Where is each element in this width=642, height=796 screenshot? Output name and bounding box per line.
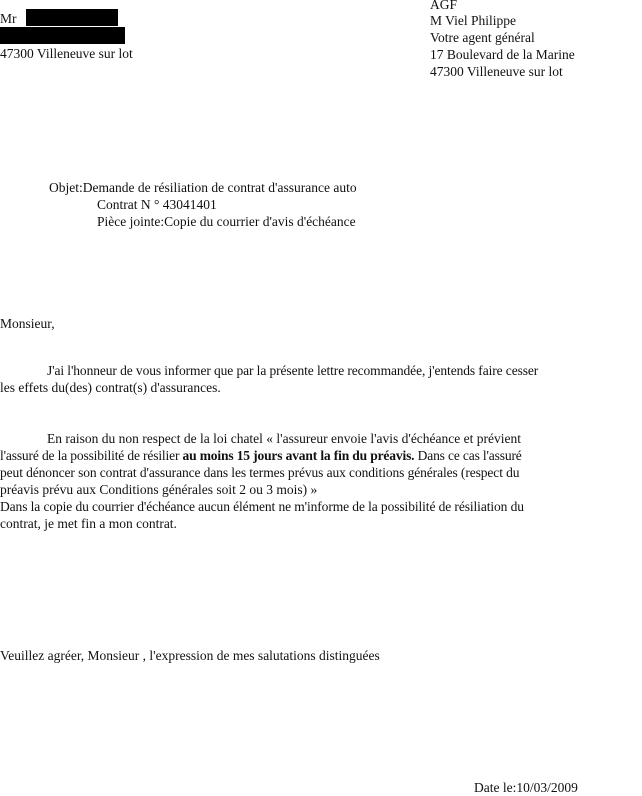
sender-city: 47300 Villeneuve sur lot	[0, 46, 133, 61]
paragraph-2-line-6: contrat, je met fin a mon contrat.	[0, 516, 177, 531]
paragraph-1-line-1: J'ai l'honneur de vous informer que par la présente lettre recommandée, j'entends faire cesser	[47, 363, 539, 378]
salutation: Monsieur,	[0, 316, 55, 331]
subject-object-label: Objet:	[49, 180, 83, 195]
paragraph-2-line-1: En raison du non respect de la loi chatel « l'assureur envoie l'avis d'échéance et prévient	[47, 431, 521, 446]
paragraph-2-line-4: préavis prévu aux Conditions générales soit 2 ou 3 mois) »	[0, 482, 318, 497]
subject-object-text: Demande de résiliation de contrat d'assurance auto	[82, 180, 357, 195]
paragraph-2-bold-notice: au moins 15 jours avant la fin du préavis.	[182, 448, 415, 463]
redacted-address	[0, 27, 125, 44]
recipient-line-role: Votre agent général	[430, 30, 535, 45]
recipient-line-name: M Viel Philippe	[430, 13, 516, 28]
redacted-name	[26, 9, 118, 26]
recipient-line-city: 47300 Villeneuve sur lot	[430, 64, 563, 79]
subject-attachment-text: Copie du courrier d'avis d'échéance	[164, 214, 356, 229]
paragraph-1-line-2: les effets du(des) contrat(s) d'assurances.	[0, 380, 221, 395]
recipient-line-street: 17 Boulevard de la Marine	[430, 47, 575, 62]
date-label: Date le:	[474, 780, 517, 795]
paragraph-2-line-2	[0, 447, 524, 464]
subject-attachment	[97, 213, 356, 230]
paragraph-2-line-3: peut dénoncer son contrat d'assurance dans les termes prévus aux conditions générales (respect du	[0, 465, 520, 480]
sender-title: Mr	[0, 11, 17, 26]
subject-object	[49, 179, 357, 196]
date-value: 10/03/2009	[516, 780, 578, 795]
paragraph-2-line-2-start: l'assuré de la possibilité de résilier	[0, 448, 183, 463]
recipient-line-company: AGF	[430, 0, 458, 12]
paragraph-2-line-2-end: Dans ce cas l'assuré	[414, 448, 522, 463]
paragraph-2-line-5: Dans la copie du courrier d'échéance aucun élément ne m'informe de la possibilité de résiliation du	[0, 499, 524, 514]
paragraph-1	[0, 362, 538, 396]
subject-contract: Contrat N ° 43041401	[97, 197, 217, 212]
subject-attachment-label: Pièce jointe:	[97, 214, 165, 229]
paragraph-2	[0, 430, 524, 532]
closing-formula: Veuillez agréer, Monsieur , l'expression de mes salutations distinguées	[0, 648, 380, 663]
date	[474, 779, 578, 796]
